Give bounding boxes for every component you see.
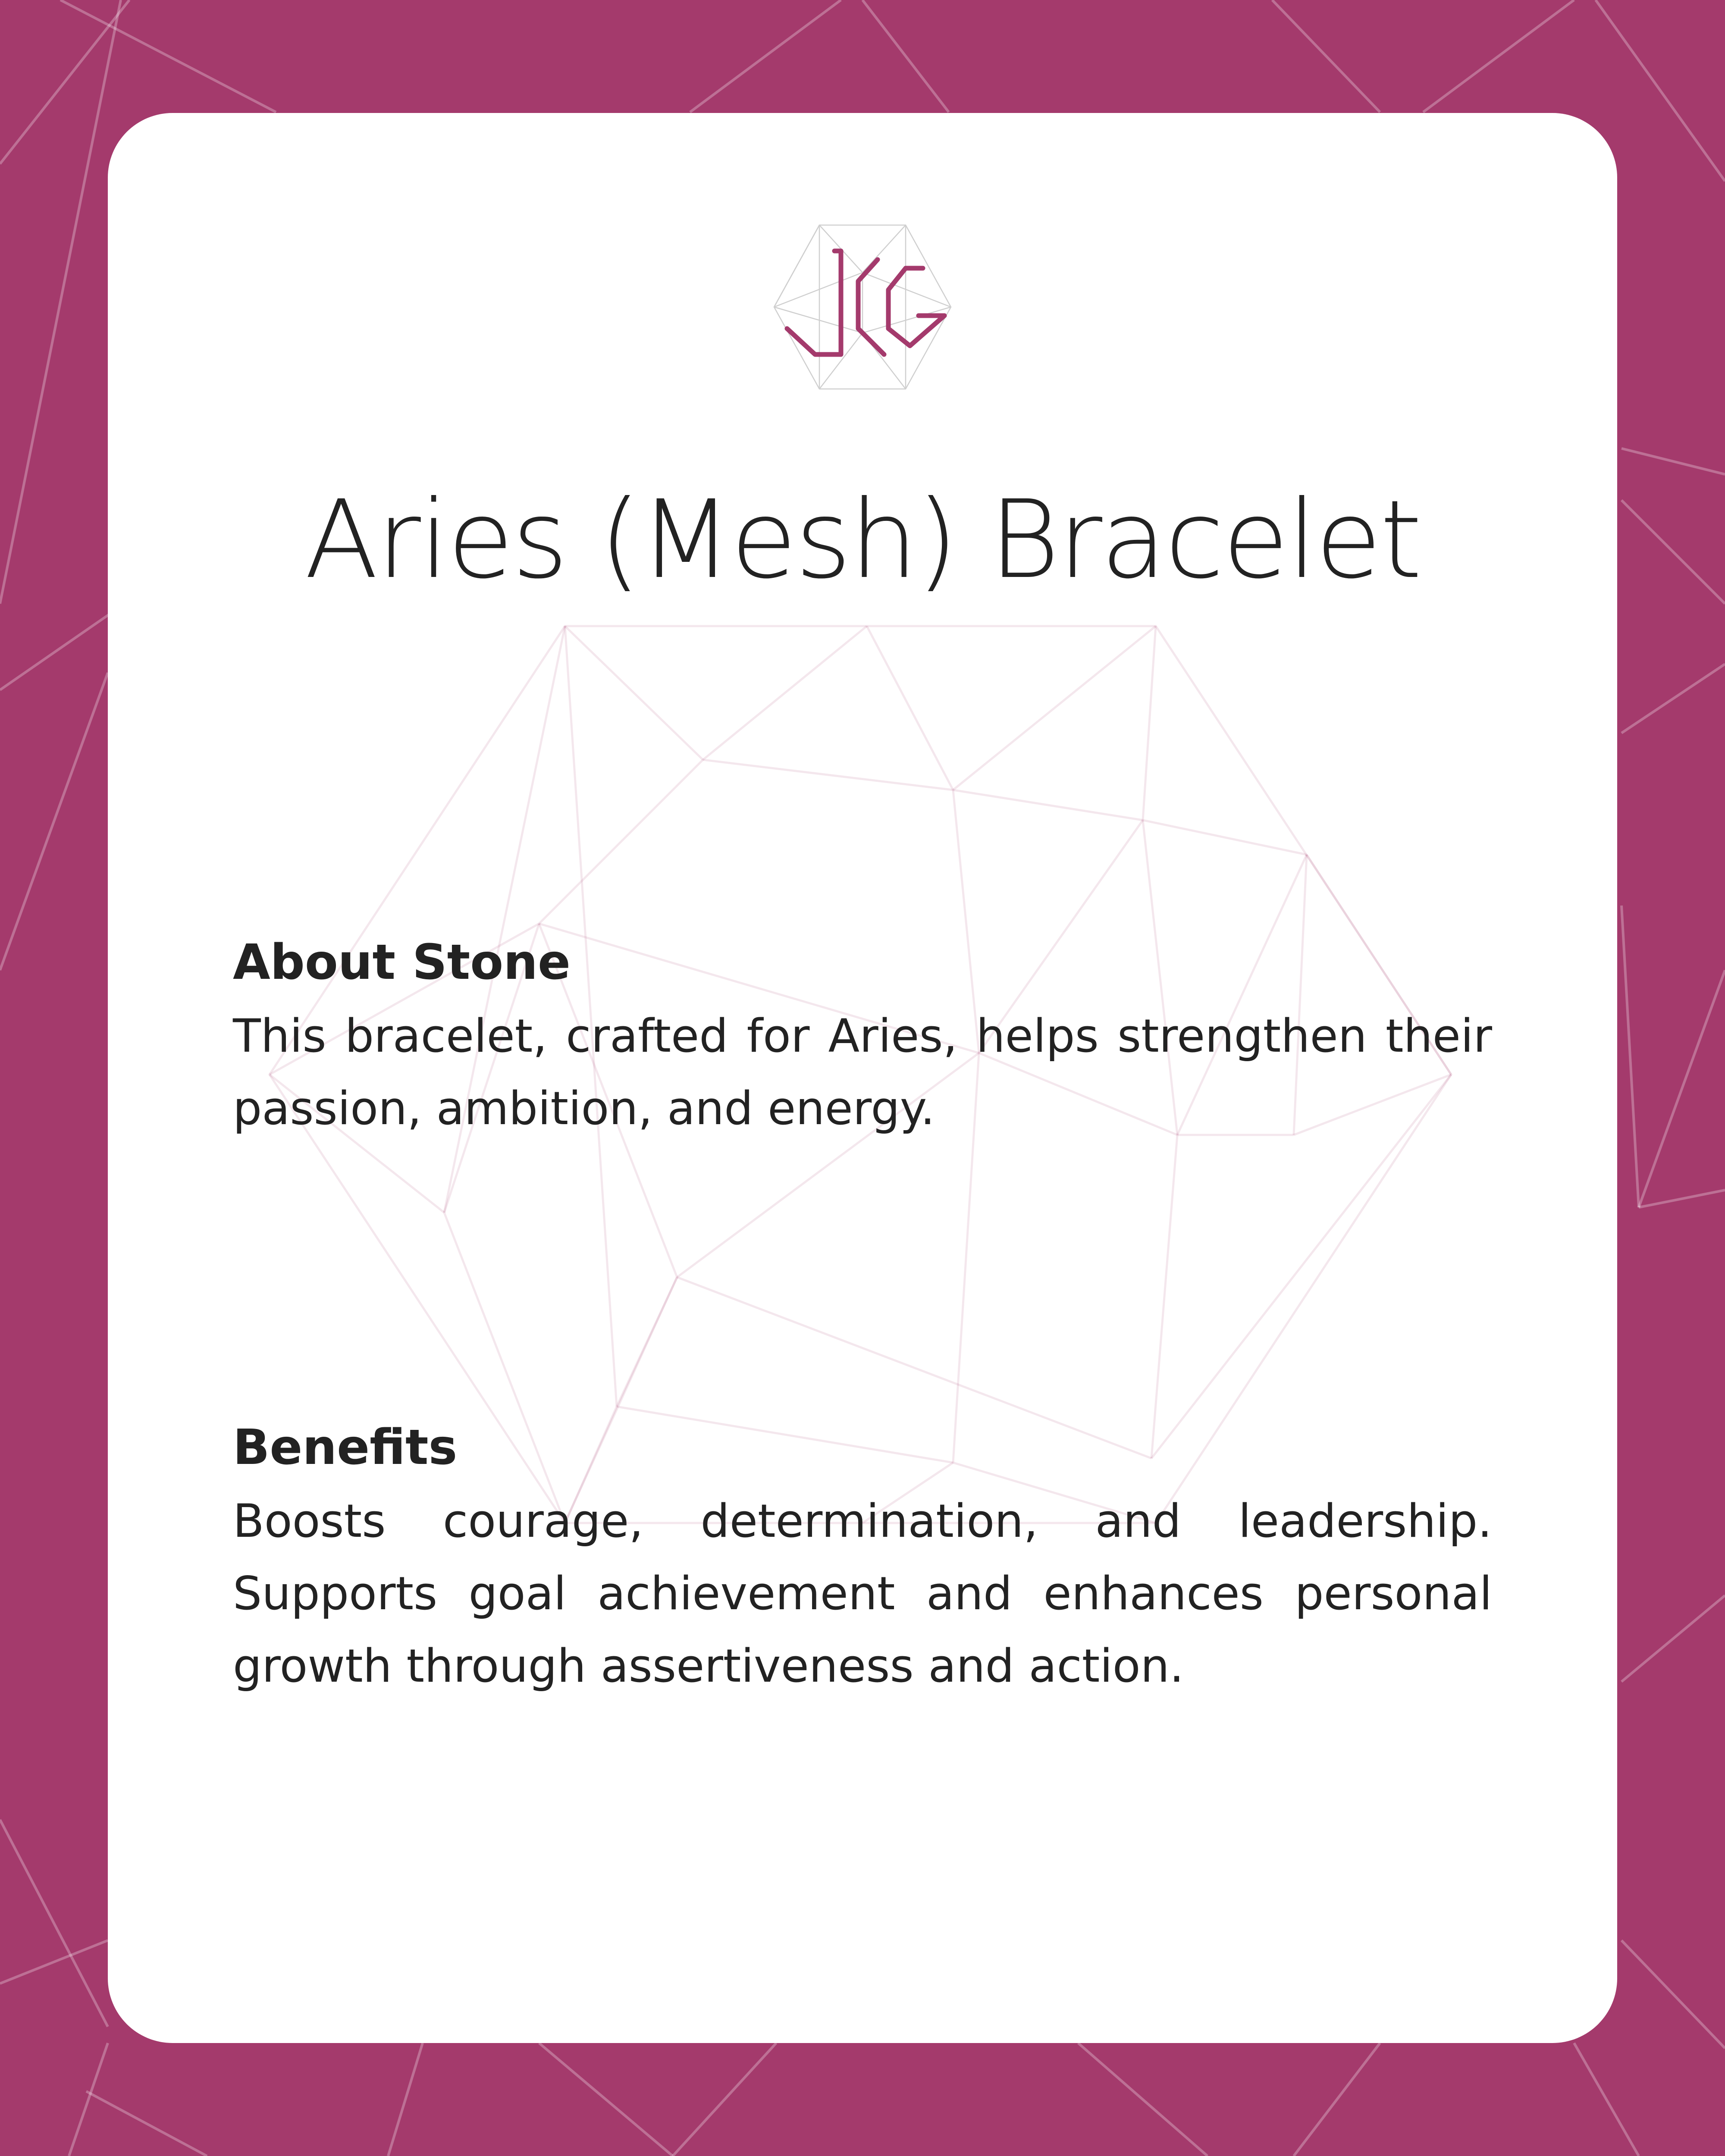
benefits-heading: Benefits: [233, 1420, 458, 1476]
jcg-monogram-gem-icon: [755, 221, 970, 393]
about-stone-heading: About Stone: [233, 934, 571, 990]
about-stone-section: [233, 930, 1492, 1145]
about-stone-text: This bracelet, crafted for Aries, helps strengthen their passion, ambition, and energy.: [233, 1009, 1492, 1135]
benefits-section: [233, 1415, 1492, 1702]
benefits-text: Boosts courage, determination, and leadership. Supports goal achievement and enhances personal growth through assertiveness and action.: [233, 1495, 1492, 1692]
info-card: [108, 113, 1617, 2043]
page-title: Aries (Mesh) Bracelet: [304, 477, 1421, 602]
